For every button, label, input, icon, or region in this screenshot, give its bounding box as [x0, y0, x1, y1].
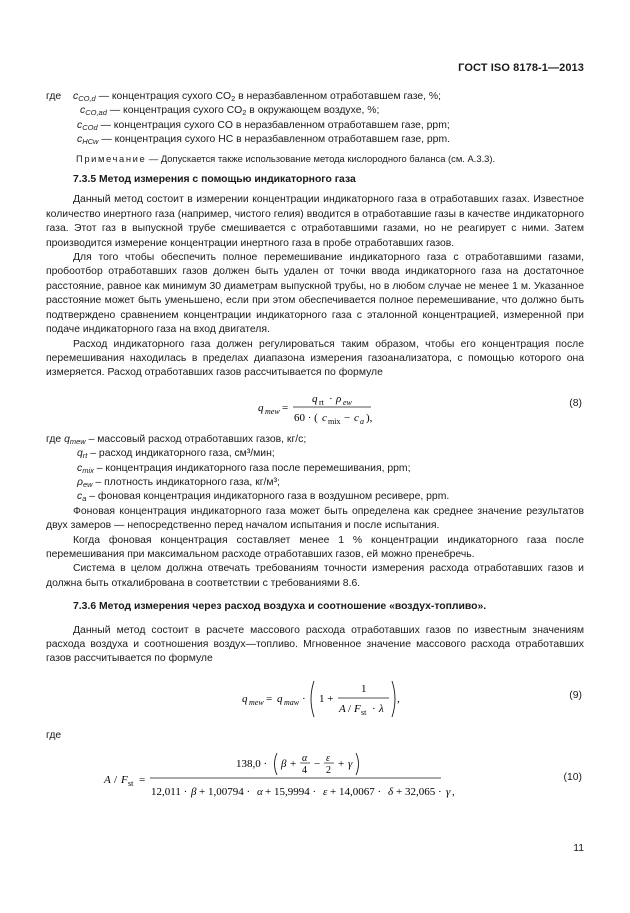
svg-text:ρ: ρ	[336, 392, 342, 405]
svg-text:4: 4	[302, 765, 307, 777]
svg-text:−: −	[314, 758, 321, 771]
svg-text:+: +	[290, 758, 297, 771]
svg-text:+ 14,0067 ·: + 14,0067 ·	[330, 786, 382, 799]
svg-text:F: F	[354, 702, 361, 715]
svg-text:F: F	[121, 774, 128, 787]
svg-text:c: c	[322, 411, 327, 424]
svg-text:α: α	[302, 753, 308, 765]
paragraph: Данный метод состоит в расчете массового расхода отработавших газов по известным значениям расхода воздуха и соотношения воздух—топливо. Мгновенное значение массового расхода отработавших газов рассчитывается по формуле	[46, 624, 584, 665]
equation-number: (9)	[569, 689, 582, 701]
svg-text:A: A	[104, 774, 111, 787]
paragraph: Система в целом должна отвечать требованиям точности измерения расхода отработавших газов и должна быть откалибрована в соответствии с требованиями 8.6.	[46, 563, 584, 589]
svg-text:60 · (: 60 · (	[294, 411, 318, 424]
svg-text:ε: ε	[323, 786, 328, 799]
definition-item: где $c_{CO,d}$ — концентрация сухого $CO_2$ в неразбавленном отработавшем газе, %;	[46, 91, 442, 103]
svg-text:st: st	[361, 707, 367, 717]
svg-text:/: /	[114, 774, 118, 787]
svg-text:·: ·	[372, 702, 376, 715]
svg-text:maw: maw	[284, 697, 300, 707]
svg-text:,: ,	[397, 692, 400, 705]
formula-8-graphic	[46, 385, 584, 429]
formula-8	[46, 385, 584, 429]
svg-text:ε: ε	[326, 753, 330, 765]
definition-item: $q_{rt}$ – расход индикаторного газа, см³/мин;	[77, 448, 275, 461]
svg-text:1: 1	[361, 682, 367, 695]
svg-text:−: −	[344, 411, 351, 424]
equation-number: (8)	[569, 397, 582, 409]
definition-item: $c_{HCw}$ — концентрация сухого HC в неразбавленном отработавшем газе, ppm.	[77, 134, 450, 147]
paragraph: Расход индикаторного газа должен регулироваться таким образом, чтобы его концентрация после перемешивания находилась в пределах диапазона измерения газоанализатора, с помощью которого она измеряется. Расход отработавших газов рассчитывается по формуле	[46, 338, 584, 379]
svg-text:=: =	[266, 692, 273, 705]
svg-text:mew: mew	[265, 406, 280, 416]
svg-text:+ 32,065 ·: + 32,065 ·	[396, 786, 442, 799]
svg-text:β: β	[281, 758, 287, 771]
svg-text:·: ·	[329, 392, 333, 405]
equation-number: (10)	[563, 772, 582, 784]
definition-item: $c_{CO,ad}$ — концентрация сухого $CO_2$ в окружающем воздухе, %;	[80, 105, 380, 118]
svg-text:·: ·	[302, 692, 306, 705]
svg-text:+ 1,00794 ·: + 1,00794 ·	[199, 786, 251, 799]
svg-text:/: /	[348, 702, 352, 715]
svg-text:α: α	[257, 786, 263, 799]
definition-item: где $q_{mew}$ – массовый расход отработавших газов, кг/с;	[46, 433, 307, 446]
svg-text:q: q	[277, 692, 283, 705]
definitions-top	[46, 90, 584, 166]
page-number: 11	[573, 843, 584, 854]
svg-text:δ: δ	[388, 786, 394, 799]
paragraph: Фоновая концентрация индикаторного газа может быть определена как среднее значение результатов двух замеров — непосредственно перед началом испытания и после испытания.	[46, 505, 584, 532]
definition-item: $c_{COd}$ — концентрация сухого CO в неразбавленном отработавшем газе, ppm;	[77, 119, 450, 132]
svg-text:γ: γ	[446, 786, 451, 799]
formula-9-graphic	[46, 675, 584, 723]
svg-text:),: ),	[366, 411, 373, 424]
section-heading: 7.3.6 Метод измерения через расход воздуха и соотношение «воздух-топливо».	[73, 601, 487, 613]
svg-text:mew: mew	[249, 697, 264, 707]
note: Примечание — Допускается также использование метода кислородного баланса (см. А.3.3).	[76, 152, 496, 164]
svg-text:1 +: 1 +	[319, 692, 334, 705]
definition-item: $c_{mix}$ – концентрация индикаторного газа после перемешивания, ppm;	[77, 462, 411, 475]
svg-text:β: β	[191, 786, 197, 799]
where-label: где	[46, 91, 62, 102]
svg-text:st: st	[128, 779, 134, 789]
svg-text:12,011 ·: 12,011 ·	[151, 786, 188, 799]
svg-text:2: 2	[326, 765, 331, 777]
svg-text:A: A	[339, 702, 346, 715]
section-heading: 7.3.5 Метод измерения с помощью индикаторного газа	[73, 174, 356, 186]
definition-item: $\rho_{ew}$ – плотность индикаторного газа, кг/м³;	[77, 476, 280, 489]
paragraph: Данный метод состоит в измерении концентрации индикаторного газа в отработавших газах. Известное количество инертного газа (например, чистого гелия) вводится в отработавшие газы в качестве индикаторного газа. Этот газ в выпускной трубе смешивается с отработавшими газами, но не реагирует с ними. Затем производится измерение концентрации инертного газа в пробе отработавших газов.	[46, 194, 584, 249]
svg-text:=: =	[282, 401, 289, 414]
formula-9	[46, 675, 584, 723]
svg-text:γ: γ	[348, 758, 353, 771]
svg-text:ew: ew	[343, 397, 352, 407]
definition-item: $c_a$ – фоновая концентрация индикаторного газа в воздушном ресивере, ppm.	[77, 491, 450, 504]
definitions-8	[46, 433, 584, 505]
page-content	[46, 90, 584, 809]
svg-text:q: q	[312, 392, 318, 405]
formula-10	[46, 749, 584, 805]
svg-text:q: q	[242, 692, 248, 705]
svg-text:c: c	[354, 411, 359, 424]
where-label: где	[46, 729, 62, 741]
paragraph: Для того чтобы обеспечить полное перемешивание индикаторного газа с отработавшими газами, пробоотбор отработавших газов должен быть удален от точки ввода индикаторного газа на достаточное расстояние, равное как минимум 30 диаметрам выпускной трубы, но в любом случае не менее 1 м. Указанное расстояние может быть уменьшено, если при этом обеспечивается полное перемешивание, что должно быть подтверждено сравнением концентрации индикаторного газа с эталонной концентрацией, измеренной при подаче индикаторного газа на вход двигателя.	[46, 252, 584, 336]
svg-text:=: =	[139, 774, 146, 787]
svg-text:,: ,	[452, 786, 455, 799]
svg-text:rt: rt	[319, 397, 324, 407]
svg-text:+ 15,9994 ·: + 15,9994 ·	[265, 786, 317, 799]
svg-text:138,0 ·: 138,0 ·	[236, 758, 268, 771]
svg-text:a: a	[360, 416, 364, 426]
paragraph: Когда фоновая концентрация составляет менее 1 % концентрации индикаторного газа после перемешивания при максимальном расходе отработавших газов, ей можно пренебречь.	[46, 534, 584, 560]
formula-10-graphic	[46, 749, 584, 805]
document-code: ГОСТ ISO 8178-1—2013	[458, 62, 584, 74]
svg-text:λ: λ	[379, 702, 384, 715]
svg-text:+: +	[338, 758, 345, 771]
svg-text:q: q	[258, 401, 264, 414]
svg-text:mix: mix	[328, 416, 341, 426]
